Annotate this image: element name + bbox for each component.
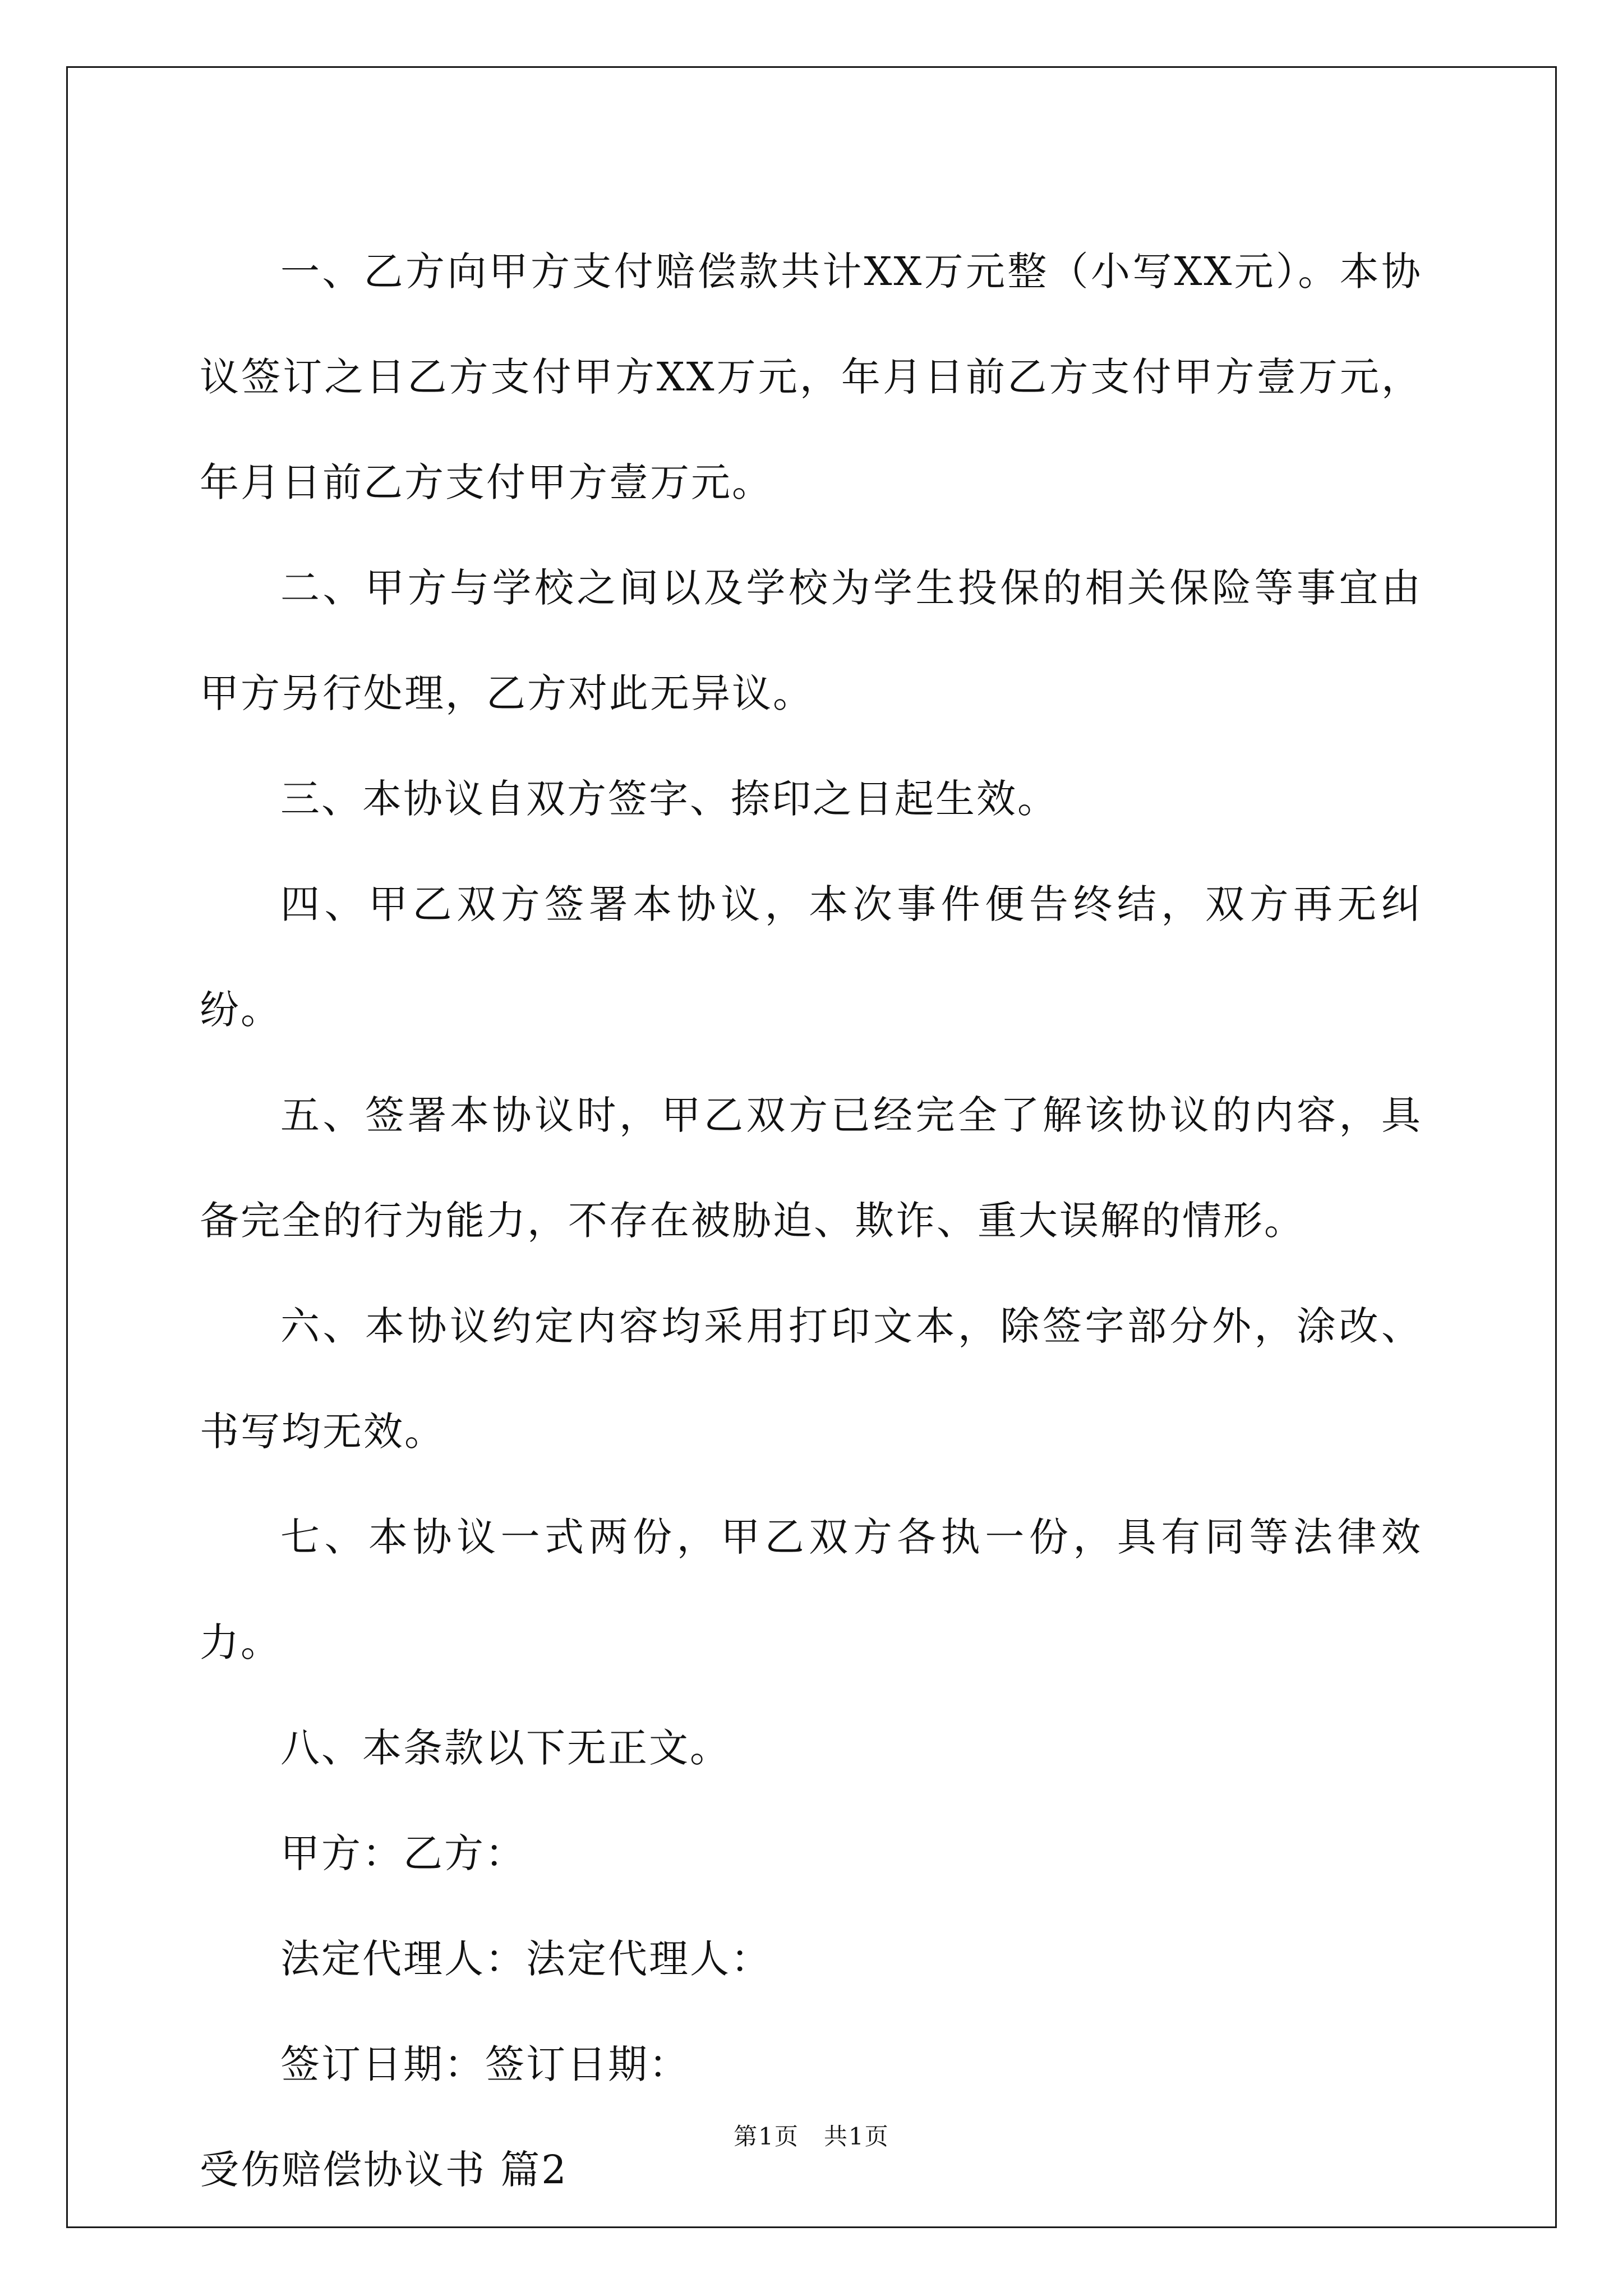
section-heading: 受伤赔偿协议书 篇2 <box>200 2147 568 2193</box>
signature-representatives: 法定代理人：法定代理人： <box>280 1936 772 1982</box>
clause-3: 三、本协议自双方签字、捺印之日起生效。 <box>280 776 1058 822</box>
clause-4: 四、甲乙双方签署本协议，本次事件便告终结，双方再无纠纷。 <box>200 881 1422 1033</box>
signature-dates: 签订日期：签订日期： <box>280 2041 690 2087</box>
document-body <box>200 219 1422 2223</box>
signature-parties: 甲方：乙方： <box>280 1830 526 1876</box>
clause-8: 八、本条款以下无正文。 <box>280 1725 731 1771</box>
page-number: 第1页 共1页 <box>734 2123 889 2150</box>
clause-2: 二、甲方与学校之间以及学校为学生投保的相关保险等事宜由甲方另行处理，乙方对此无异议。 <box>200 565 1422 716</box>
clause-1: 一、乙方向甲方支付赔偿款共计XX万元整（小写XX元）。本协议签订之日乙方支付甲方XX万元，年月日前乙方支付甲方壹万元，年月日前乙方支付甲方壹万元。 <box>200 249 1422 505</box>
clause-6: 六、本协议约定内容均采用打印文本，除签字部分外，涂改、书写均无效。 <box>200 1303 1422 1455</box>
clause-7: 七、本协议一式两份，甲乙双方各执一份，具有同等法律效力。 <box>200 1514 1422 1665</box>
clause-5: 五、签署本协议时，甲乙双方已经完全了解该协议的内容，具备完全的行为能力，不存在被胁迫、欺诈、重大误解的情形。 <box>200 1092 1422 1244</box>
